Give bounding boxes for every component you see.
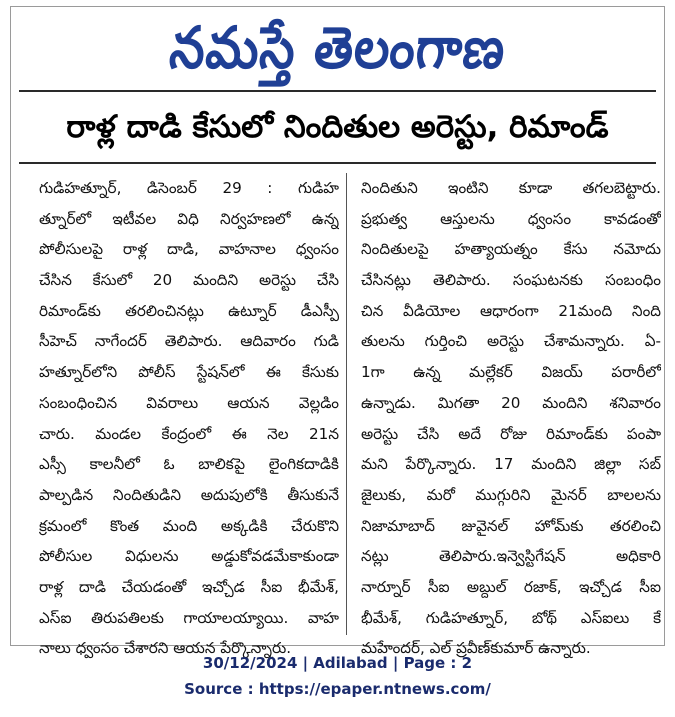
- article-line: హత్నూర్‌లోని పోలీస్ స్టేషన్‌లో ఈ కేసుకు: [39, 363, 339, 382]
- article-line: నార్నూర్ సీఐ అబ్దుల్ రజాక్, ఇచ్చోడ సీఐ: [361, 577, 661, 596]
- article-line: నిందితుని ఇంటిని కూడా తగలబెట్టారు.: [361, 179, 661, 197]
- clipping-source: Source : https://epaper.ntnews.com/: [184, 680, 491, 698]
- article-line: చారు. మండల కేంద్రంలో ఈ నెల 21న: [39, 424, 339, 443]
- article-line: నిందితులపై హత్యాయత్నం కేసు నమోదు: [361, 240, 661, 259]
- article-line: గుడిహత్నూర్, డిసెంబర్ 29 : గుడిహ: [39, 179, 339, 197]
- article-line: నట్లు తెలిపారు.ఇన్వెస్టిగేషన్ అధికారి: [361, 547, 661, 566]
- article-line: అరెస్టు చేసి అదే రోజు రిమాండ్‌కు పంపా: [361, 424, 661, 443]
- article-line: ప్రభుత్వ ఆస్తులను ధ్వంసం కావడంతో: [361, 209, 661, 228]
- article-headline: [11, 99, 664, 155]
- article-line: నిజామాబాద్ జువైనల్ హోమ్‌కు తరలించి: [361, 516, 661, 535]
- headline-text: రాళ్ల దాడి కేసులో నిందితుల అరెస్టు, రిమాండ్: [66, 109, 609, 145]
- article-line: చేసినట్లు తెలిపారు. సంఘటనకు సంబంధిం: [361, 271, 661, 290]
- news-clipping: [10, 6, 665, 658]
- article-line: ఎస్సీ కాలనీలో ఓ బాలికపై లైంగికదాడికి: [39, 455, 339, 474]
- clipping-date-edition: 30/12/2024 | Adilabad | Page : 2: [202, 654, 473, 672]
- article-line: సంబంధించిన వివరాలు ఆయన వెల్లడిం: [39, 393, 339, 412]
- article-line: పోలీసుల విధులను అడ్డుకోవడమేకాకుండా: [39, 547, 339, 566]
- column-separator: [346, 173, 347, 635]
- article-line: సీహెచ్ నాగేందర్ తెలిపారు. ఆదివారం గుడి: [39, 332, 339, 351]
- article-line: ఎస్ఐ తిరుపతిలకు గాయాలయ్యాయి. వాహ: [39, 608, 339, 627]
- article-line: చిన వీడియోల ఆధారంగా 21మంది నింది: [361, 301, 661, 320]
- article-line: మని పేర్కొన్నారు. 17 మందిని జిల్లా సబ్: [361, 455, 661, 474]
- headline-divider: [19, 162, 656, 164]
- article-line: క్రమంలో కొంత మంది అక్కడికి చేరుకొని: [39, 516, 339, 535]
- masthead-title: నమస్తే తెలంగాణ: [166, 14, 509, 82]
- article-line: చేసిన కేసులో 20 మందిని అరెస్టు చేసి: [39, 271, 339, 290]
- article-line: మహేందర్, ఎల్ ప్రవీణ్‌కుమార్ ఉన్నారు.: [361, 639, 591, 658]
- newspaper-masthead: [11, 11, 664, 85]
- article-column-right: [361, 173, 661, 664]
- article-line: నాలు ధ్వంసం చేశారని ఆయన పేర్కొన్నారు.: [39, 639, 292, 658]
- article-line: తులను గుర్తించి అరెస్టు చేశామన్నారు. ఏ-: [361, 332, 661, 351]
- article-line: త్నూర్‌లో ఇటీవల విధి నిర్వహణలో ఉన్న: [39, 209, 339, 228]
- article-line: 1గా ఉన్న మల్లేకర్ విజయ్ పరారీలో: [361, 363, 661, 382]
- article-line: జైలుకు, మరో ముగ్గురిని మైనర్ బాలలను: [361, 485, 661, 504]
- article-line: రాళ్ల దాడి చేయడంతో ఇచ్చోడ సీఐ భీమేశ్,: [39, 577, 339, 596]
- article-column-left: [39, 173, 339, 664]
- masthead-divider: [19, 90, 656, 92]
- article-line: భీమేశ్, గుడిహత్నూర్, బోథ్ ఎస్ఐలు కే: [361, 608, 661, 627]
- article-line: పోలీసులపై రాళ్ల దాడి, వాహనాల ధ్వంసం: [39, 240, 339, 259]
- article-line: పాల్పడిన నిందితుడిని అదుపులోకి తీసుకునే: [39, 485, 339, 504]
- article-line: ఉన్నాడు. మిగతా 20 మందిని శనివారం: [361, 393, 661, 412]
- article-line: రిమాండ్‌కు తరలించినట్లు ఉట్నూర్ డీఎస్పీ: [39, 301, 339, 320]
